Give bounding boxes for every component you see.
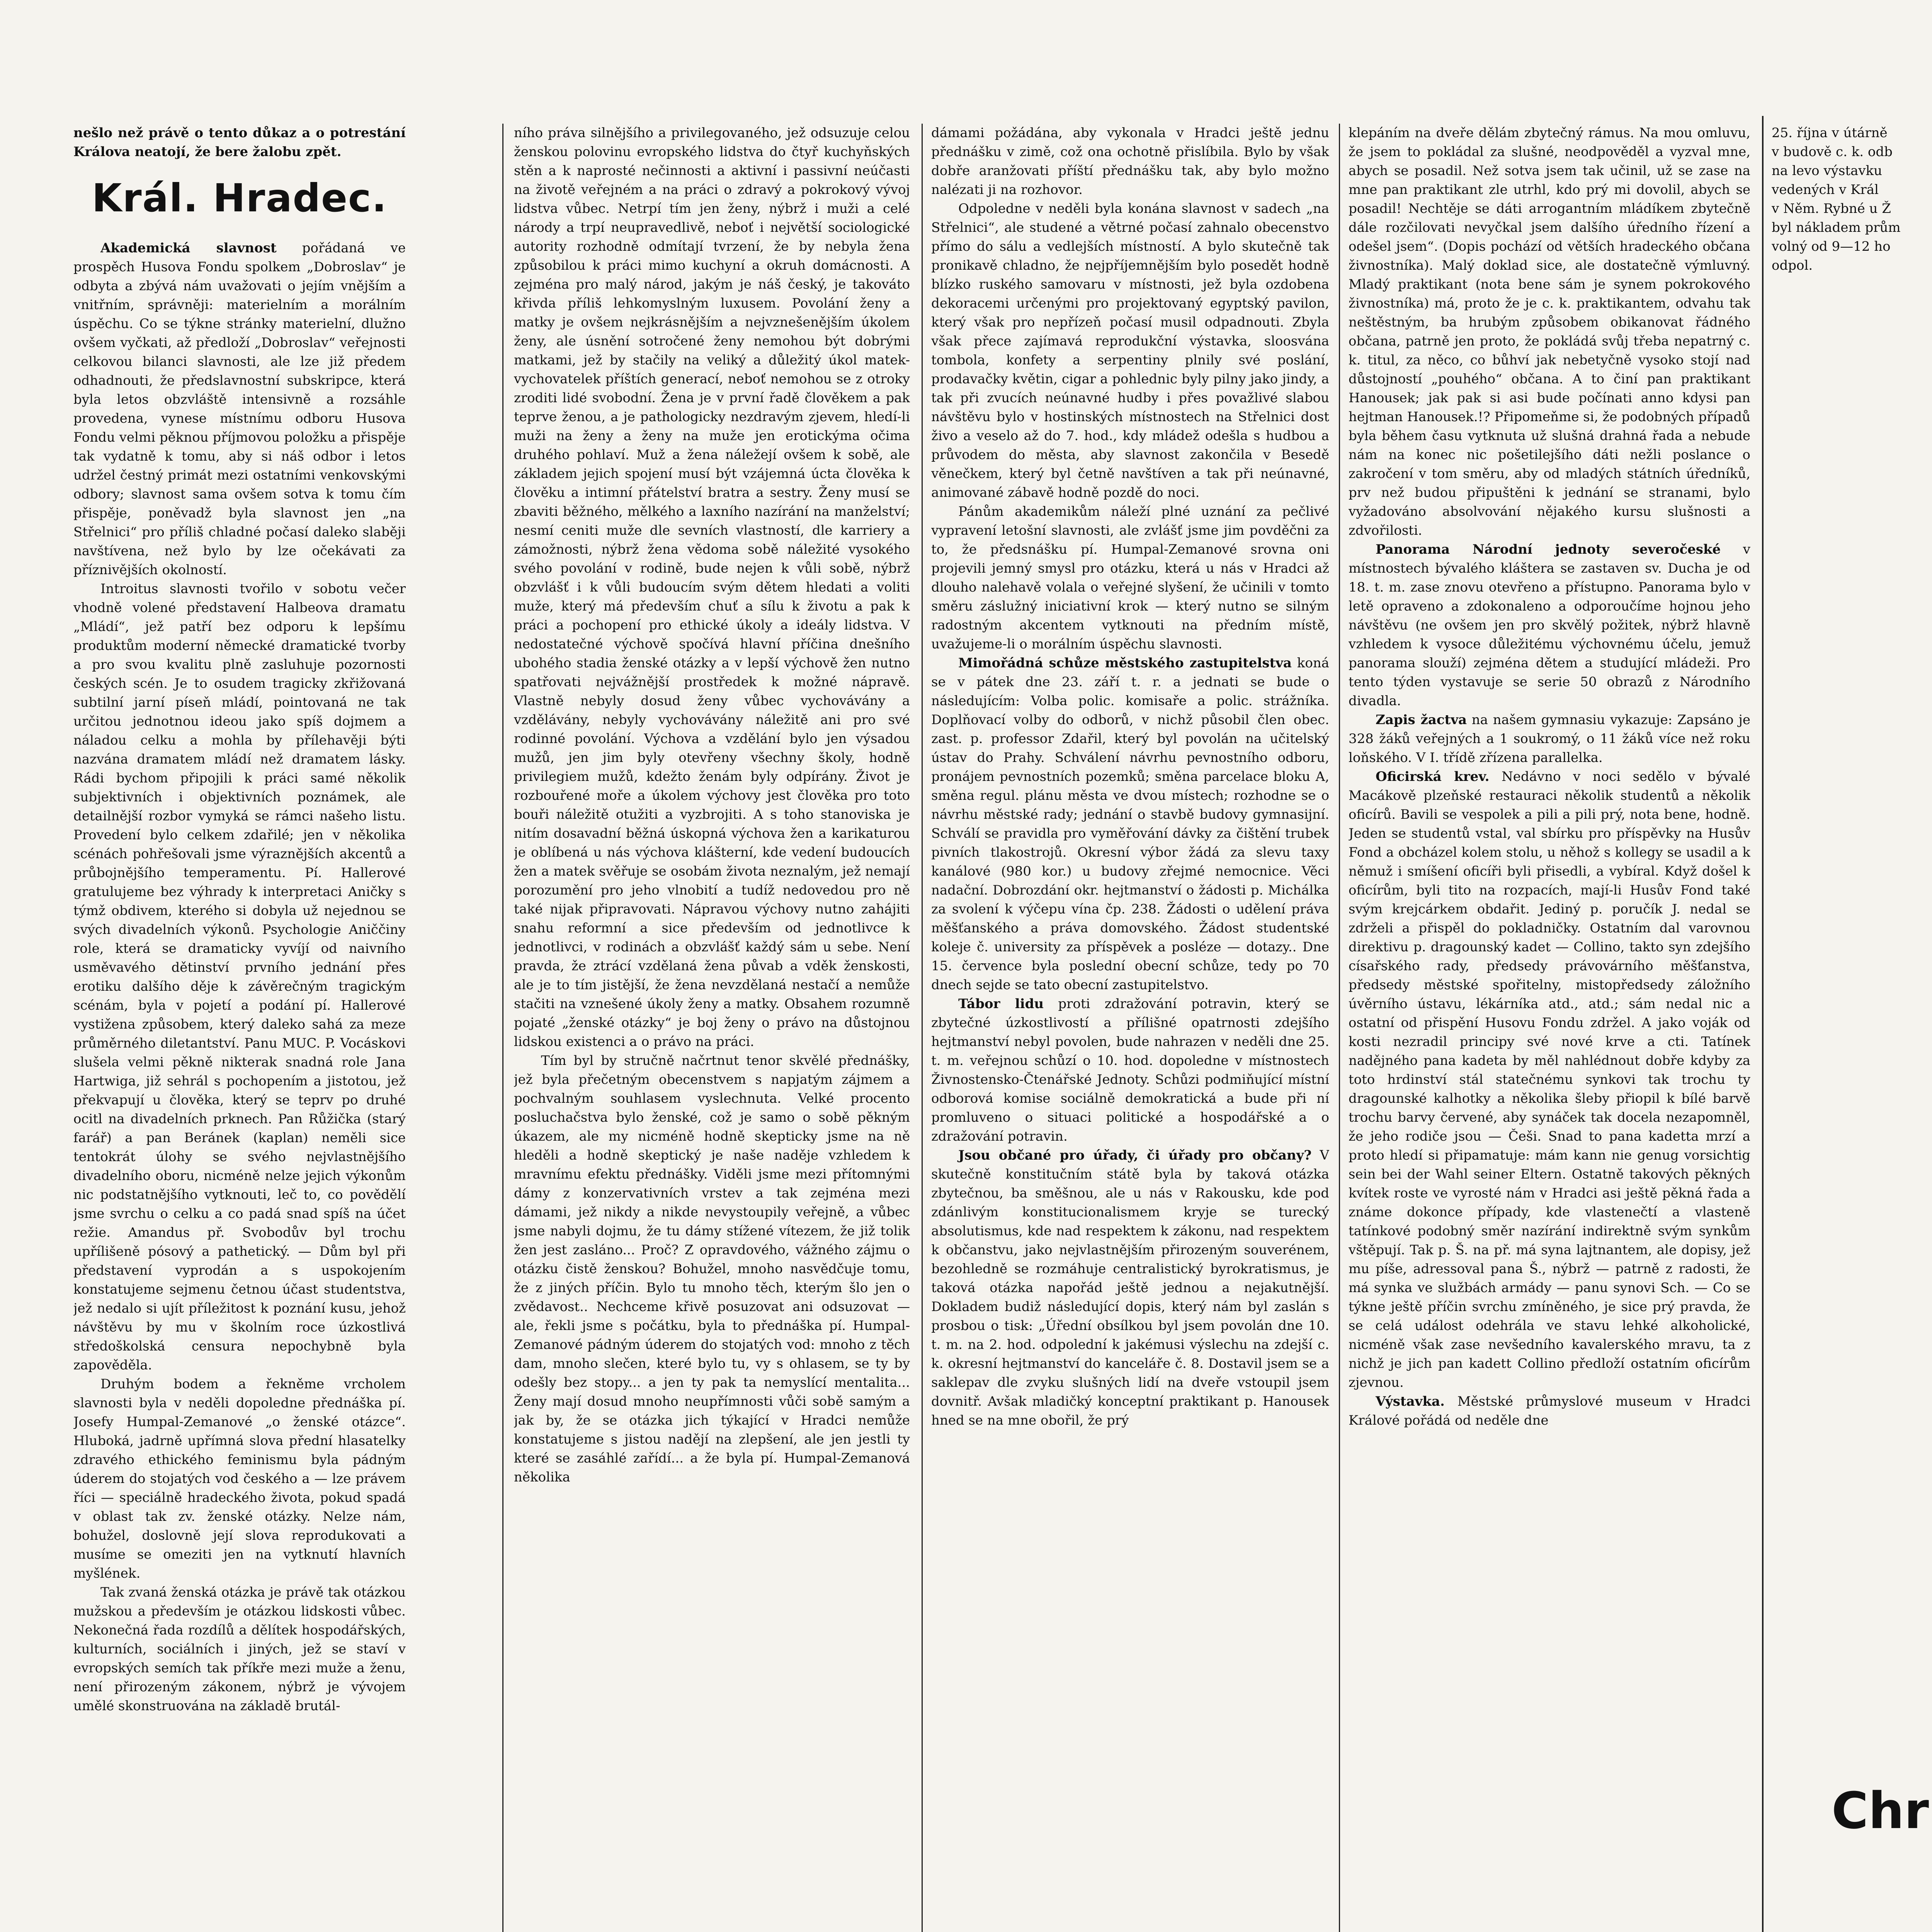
article-text: pořádaná ve prospěch Husova Fondu spolkem „Dobroslav“ je odbyta a zbývá nám uvažovati o jejím vnějším a vnitřním, správněji: materielním a morálním úspěchu. Co se týkne stránky materielní, dlužno ovšem vyčkati, až předloží „Dobroslav“ veřejnosti celkovou bilanci slavnosti, ale lze již předem odhadnouti, že předslavnostní subskripce, která byla letos obzvláště intensivně a rozsáhle provedena, vynese místnímu odboru Husova Fondu velmi pěknou příjmovou položku a přispěje tak vydatně k tomu, aby si náš odbor i letos udržel čestný primát mezi ostatními venkovskými odbory; slavnost sama ovšem sotva k tomu čím přispěje, poněvadž byla slavnost jen „na Střelnici“ pro příliš chladné počasí daleko slaběji navštívena, než bylo by lze očekávati za příznivějších okolností. bbox=[73, 240, 406, 578]
article-title: Panorama Národní jednoty severočeské bbox=[1376, 542, 1721, 557]
article-paragraph bbox=[73, 239, 406, 580]
article-text: Nedávno v noci sedělo v bývalé Macákově plzeňské restauraci několik studentů a několik oficírů. Bavili se vespolek a pili a pili prý, nota bene, hodně. Jeden se studentů vstal, val sbírku pro příspěvky na Husův Fond a obcházel kolem stolu, u něhož s kollegy se usadil a k němuž i smíšení oficíři byli přisedli, a vybíral. Když došel k oficírům, byli tito na rozpacích, mají-li Husův Fond také svým krejcárkem obdařit. Jediný p. poručík J. nedal se zdrželi a přispěl do pokladničky. Ostatním dal varovnou direktivu p. dragounský kadet — Collino, takto syn zdejšího císařského rady, předsedy právovárního měšťanstva, předsedy městské spořitelny, mistopředsedy záložního úvěrního ústavu, lékárníka atd., atd.; sám nedal nic a ostatní od přispění Husovu Fondu zdržel. A jako voják od kosti nezradil principy své nové krve a cti. Tatínek nadějného pana kadeta by měl nahlédnout dobře kdyby za toto hrdinství stál statečnému synkovi tak trochu ty dragounské kalhotky a několika šleby přiopil k bílé barvě trochu barvy červené, aby synáček tak docela nezapomněl, že jeho rodiče jsou — Češi. Snad to pana kadetta mrzí a proto hledí si připamatuje: mám kann nie genug vorsichtig sein bei der Wahl seiner Eltern. Ostatně takových pěkných kvítek roste ve vyrosté nám v Hradci asi ještě pěkná řada a známe dokonce případy, kde vlastenečtí a vlasteně tatínkové podobný směr nazírání indirektně svým synkům vštěpují. Tak p. Š. na př. má syna lajtnantem, ale dopisy, jež mu píše, adressoval pana Š., nýbrž — patrně z radosti, že má synka ve službách armády — panu synovi Sch. — Co se týkne ještě příčin svrchu zmíněného, je sice prý pravda, že se celá událost odehrála ve stavu lehké alkoholické, nicméně však zase nevšedního kavalerského mravu, ta z nichž je jich pan kadett Collino předloží ostatním oficírům zjevnou. bbox=[1349, 769, 1750, 1390]
article-title: Zapis žactva bbox=[1376, 712, 1467, 728]
article-paragraph: Pánům akademikům náleží plné uznání za pečlivé vypravení letošní slavnosti, ale zvlášť jsme jim povděčni za to, že předsnášku pí. Humpal-Zemanové srovna oni projevili jemný smysl pro otázku, která u nás v Hradci až dlouho nalehavě volala o veřejné slyšení, že učinili v tomto směru záslužný iniciativní krok — který nutno se silným radostným akcentem vytknouti na předním místě, uvažujeme-li o morálním úspěchu slavnosti. bbox=[931, 504, 1329, 652]
article-paragraph bbox=[931, 995, 1329, 1146]
article-paragraph bbox=[931, 1146, 1329, 1430]
adjacent-page-fragment bbox=[1772, 124, 1932, 1932]
article-paragraph: ního práva silnějšího a privilegovaného, jež odsuzuje celou ženskou polovinu evropského lidstva do čtyř kuchyňských stěn a k naprosté nečinnosti a aktivní i passivní neúčasti na životě veřejném a na práci o zdravý a pokrokový vývoj lidstva vůbec. Netrpí tím jen ženy, nýbrž i muži a celé národy a trpí neupravedlivě, neboť i největší sociologické autority rozhodně odmítají tvrzení, že by nebyla žena způsobilou k práci mimo kuchyní a okruh domácnosti. A zejména pro malý národ, jakým je náš český, je takováto křivda příliš lehkomyslným luxusem. Povolání ženy a matky je ovšem nejkrásnějším a nejvznešenějším úkolem ženy, ale úsnění sotročené ženy nemohou být dobrými matkami, jež by stačily na veliký a důležitý úkol matek-vychovatelek příštích generací, neboť nemohou se z otroky zroditi lidé svobodní. Žena je v první řadě člověkem a pak teprve ženou, a je pathologicky nezdravým zjevem, hledí-li muži na ženy a ženy na muže jen erotickýma očima druhého pohlaví. Muž a žena náležejí ovšem k sobě, ale základem jejich spojení musí být vzájemná úcta člověka k člověku a intimní přátelství bratra a sestry. Ženy musí se zbaviti běžného, mělkého a laxního nazírání na manželství; nesmí ceniti muže dle sevních vlastností, dle karriery a zámožnosti, nýbrž žena vědoma sobě náležité vysokého svého povolání v rodině, bude nejen k vůli sobě, nýbrž obzvlášť i k vůli budoucím svým dětem hledati a voliti muže, který má především chuť a sílu k životu a pak k práci a pochopení pro ethické úkoly a ideály lidstva. V nedostatečné výchově spočívá hlavní příčina dnešního ubohého stadia ženské otázky a v lepší výchově žen nutno spatřovati nejvážnější prostředek k možné nápravě. Vlastně nebyly dosud ženy vůbec vychovávány a vzdělávány, nebyly vychovávány náležitě ani pro své rodinné povolání. Výchova a vzdělání bylo jen výsadou mužů, jen jim byly otevřeny všechny školy, hodně privilegiem mužů, kdežto ženám byly odpírány. Život je rozbouřené moře a úkolem výchovy jest člověka pro toto bouři náležitě otužiti a vyzbrojiti. A s toho stanoviska je nitím dosavadní běžná úskopná výchova žen a karikaturou je oblíbená u nás výchova klášterní, kde vedení budoucích žen a matek svěřuje se osobám života neznalým, jež nemají porozumění pro jeho vlnobití a tudíž nedovedou pro ně také nijak připravovati. Nápravou výchovy nutno zahájiti snahu reformní a sice především od jednotlivce k jednotlivci, v rodinách a obzvlášť každý sám u sebe. Není pravda, že ztrácí vzdělaná žena půvab a vděk ženskosti, ale je to tím jistější, že žena nevzdělaná nestačí a nemůže stačiti na vznešené úkoly ženy a matky. Obsahem rozumně pojaté „ženské otázky“ je boj ženy o právo na důstojnou lidskou existenci a o právo na práci. bbox=[514, 125, 910, 1049]
fragment-line: na levo výstavku bbox=[1772, 163, 1882, 179]
article-paragraph bbox=[1349, 711, 1750, 767]
column-rule bbox=[502, 124, 503, 1932]
article-title: Výstavka. bbox=[1376, 1394, 1445, 1409]
article-text: proti zdražování potravin, který se zbytečné úzkostlivostí a přílišné opatrnosti zdejšího hejtmanství nebyl povolen, bude nahrazen v neděli dne 25. t. m. veřejnou schůzí o 10. hod. dopoledne v místnostech Živnostensko-Čtenářské Jednoty. Schůzi podmiňující místní odborová komise sociálně demokratická a bude při ní promluveno o situaci politické a hospodářské a o zdražování potravin. bbox=[931, 996, 1329, 1144]
article-paragraph: Odpoledne v neděli byla konána slavnost v sadech „na Střelnici“, ale studené a větrné počasí zahnalo obecenstvo přímo do sálu a vedlejších místností. A bylo skutečně tak pronikavě chladno, že nejpříjemnějším bylo posedět hodně blízko ruského samovaru v místnosti, jež byla ozdobena dekoracemi určenými pro projektovaný egyptský pavilon, který však pro nepřízeň počasí musil odpadnouti. Zbyla však přece zajímavá reprodukční výstavka, sloosvána tombola, konfety a serpentiny plnily své poslání, prodavačky květin, cigar a pohlednic byly pilny jako jindy, a tak při zvucích neúnavné hudby i přes považlivé slabou návštěvu bylo v hostinských místnostech na Střelnici dost živo a veselo až do 7. hod., kdy mládež odešla s hudbou a průvodem do města, aby slavnost zakončila v Besedě věnečkem, který byl četně navštíven a tak při neúnavné, animované zábavě hodně pozdě do noci. bbox=[931, 201, 1329, 500]
fragment-line: 25. října v útárně bbox=[1772, 125, 1888, 141]
article-paragraph: klepáním na dveře dělám zbytečný rámus. Na mou omluvu, že jsem to pokládal za slušné, neodpověděl a vyzval mne, abych se posadil. Než sotva jsem tak učinil, už se zase na mne pan praktikant zle utrhl, kdo prý mi dovolil, abych se posadil! Nechtěje se dáti arrogantním mládíkem zbytečně dále rozčilovati nevyčkal jsem dalšího úředního řízení a odešel jsem“. (Dopis pochází od větších hradeckého občana živnostníka). Malý doklad sice, ale dostatečně výmluvný. Mladý praktikant (nota bene sám je synem pokrokového živnostníka) má, proto že je c. k. praktikantem, odvahu tak neštěstným, ba hrubým způsobem obikanovat řádného občana, patrně jen proto, že pokládá svůj třeba nepatrný c. k. titul, za něco, co bůhví jak nebetyčně vysoko stojí nad důstojností „pouhého“ občana. A to činí pan praktikant Hanousek; jak pak si asi bude počínati anno kdysi pan hejtman Hanousek.!? Připomeňme si, že podobných případů byla během času vytknuta už slušná drahná řada a nebude nám na konec nic pošetilejšího dáti nežli poslance o zakročení v tom směru, aby od mladých státních úředníků, prv než budou připuštěni k jednání se stranami, bylo vyžadováno absolvování nějakého kursu slušnosti a zdvořilosti. bbox=[1349, 125, 1750, 538]
fragment-line: v budově c. k. odb bbox=[1772, 144, 1893, 160]
article-paragraph: Introitus slavnosti tvořilo v sobotu večer vhodně volené představení Halbeova dramatu „Mládí“, jež patří bez odporu k lepšímu produktům moderní německé dramatické tvorby a pro svou kvalitu plně zasluhuje pozornosti českých scén. Je to osudem tragicky zkřižovaná subtilní jarní píseň mládí, pointovaná ne tak určitou jednotnou ideou jako spíš dojmem a náladou celku a mohla by přílehavěji býti nazvána dramatem mládí než dramatem lásky. Rádi bychom připojili k práci samé několik subjektivních i objektivních poznámek, ale detailnější rozbor vymyká se rámci našeho listu. Provedení bylo celkem zdařilé; jen v několika scénách pohřešovali jsme výraznějších akcentů a průbojnějšího temperamentu. Pí. Hallerové gratulujeme bez výhrady k interpretaci Aničky s týmž obdivem, kterého si dobyla už nejednou se svých divadelních výkonů. Psychologie Aniččiny role, která se dramaticky vyvíjí od naivního usměvavého dětinství prvního jednání přes erotiku dalšího děje k závěrečným tragickým scénám, byla v pojetí a podání pí. Hallerové vystižena způsobem, který daleko sahá za meze průměrného diletantství. Panu MUC. P. Vocáskovi slušela velmi pěkně nikterak snadná role Jana Hartwiga, již sehrál s pochopením a jistotou, jež překvapují u člověka, který se teprv po druhé ocitl na divadelních prknech. Pan Růžička (starý farář) a pan Beránek (kaplan) neměli sice tentokrát úlohy se svého nejvlastnějšího divadelního oboru, nicméně nelze jejich výkonům nic podstatnějšího vytknouti, leč to, co povědělí jsme svrchu o celku a co padá snad spíš na účet režie. Amandus př. Svobodův byl trochu upřílišeně pósový a pathetický. — Dům byl při představení vyprodán a s uspokojením konstatujeme sejmenu četnou účast studentstva, jež nedalo si ujít příležitost k poznání kusu, jehož návštěvu by mu v školním roce úzkostlivá středoškolská censura nepochybně byla zapověděla. bbox=[73, 581, 406, 1373]
article-text: Městské průmyslové museum v Hradci Králové pořádá od neděle dne bbox=[1349, 1394, 1750, 1428]
column-2 bbox=[514, 124, 910, 1932]
article-paragraph: Tak zvaná ženská otázka je právě tak otázkou mužskou a především je otázkou lidskosti vůbec. Nekonečná řada rozdílů a dělítek hospodářských, kulturních, sociálních i jiných, jež se staví v evropských semích tak příkře mezi muže a ženu, není přirozeným zákonem, nýbrž je vývojem umělé skonstruována na základě brutál- bbox=[73, 1585, 406, 1714]
fragment-line: volný od 9—12 ho bbox=[1772, 239, 1891, 254]
article-text: V skutečně konstitučním státě byla by taková otázka zbytečnou, ba směšnou, ale u nás v Rakousku, kde pod zdánlivým konstitucionalismem kryje se turecký absolutismus, kde nad respektem k zákonu, nad respektem k občanstvu, jako nejvlastnějším přirozeným souverénem, bezohledně se rozmáhuje centralistický byrokratismus, je taková otázka napořád ještě jednou a nejakutnější. Dokladem budiž následující dopis, který nám byl zaslán s prosbou o tisk: „Úřední obsílkou byl jsem povolán dne 10. t. m. na 2. hod. odpolední k jakémusi výslechu na zdejší c. k. okresní hejtmanství do kanceláře č. 8. Dostavil jsem se a saklepav dle zvyku slušných lidí na dveře vstoupil jsem dovnitř. Avšak mladičký konceptní praktikant p. Hanousek hned se na mne obořil, že prý bbox=[931, 1148, 1329, 1428]
article-title: Jsou občané pro úřady, či úřady pro občany? bbox=[958, 1148, 1312, 1163]
article-text: v místnostech bývalého kláštera se zastaven sv. Ducha je od 18. t. m. zase znovu otevřeno a přístupno. Panorama bylo v letě opraveno a zdokonaleno a odporoučíme hojnou jeho návštěvu (ne ovšem jen pro skvělý požitek, nýbrž hlavně vzhledem k vysoce důležitému výchovnému účelu, jemuž panorama slouží) zejména dětem a studující mládeži. Pro tento týden vystavuje se serie 50 obrazů z Národního divadla. bbox=[1349, 542, 1750, 709]
column-3 bbox=[931, 124, 1329, 1932]
column-rule bbox=[922, 124, 923, 1932]
article-paragraph: Tím byl by stručně načrtnut tenor skvělé přednášky, jež byla přečetným obecenstvem s napjatým zájmem a pochvalným souhlasem vyslechnuta. Velké procento posluchačstva bylo ženské, což je samo o sobě pěkným úkazem, ale my nicméně hodně skepticky jsme na ně hleděli a hodně skeptický je naše naděje vzhledem k mravnímu efektu přednášky. Viděli jsme mezi přítomnými dámy z konzervativních vrstev a tak zejména mezi dámami, jež nikdy a nikde nevystoupily veřejně, a vůbec jsme nabyli dojmu, že tu dámy stížené vítezem, že již tolik žen jest zasláno... Proč? Z opravdového, vážného zájmu o otázku čistě ženskou? Bohužel, mnoho nasvědčuje tomu, že z jiných příčin. Bylo tu mnoho těch, kterým šlo jen o zvědavost.. Nechceme křivě posuzovat ani odsuzovat — ale, řekli jsme s počátku, byla to přednáška pí. Humpal-Zemanové pádným úderem do stojatých vod: mnoho z těch dam, mnoho slečen, které bylo tu, vy s ohlasem, se ty by odešly bez stopy... a jen ty pak ta nemyslící mentalita... Ženy mají dosud mnoho neupřímnosti vůči sobě samým a jak by, že se otázka jich týkající v Hradci nemůže konstatujeme s jistou nadějí na zlepšení, ale jen jestli ty které se zasáhlé zařídí... a že byla pí. Humpal-Zemanová několika bbox=[514, 1053, 910, 1485]
article-title: Oficirská krev. bbox=[1376, 769, 1490, 784]
article-title: Mimořádná schůze městského zastupitelstva bbox=[958, 655, 1292, 671]
article-paragraph bbox=[1349, 767, 1750, 1392]
section-heading-kral-hradec: Král. Hradec. bbox=[92, 175, 388, 221]
fragment-line: odpol. bbox=[1772, 258, 1813, 273]
article-paragraph bbox=[1349, 540, 1750, 711]
article-paragraph: Druhým bodem a řekněme vrcholem slavnosti byla v neděli dopoledne přednáška pí. Josefy Humpal-Zemanové „o ženské otázce“. Hluboká, jadrně upřímná slova přední hlasatelky zdravého ethického feminismu byla pádným úderem do stojatých vod českého a — lze právem říci — speciálně hradeckého života, pokud spadá v oblast tak zv. ženské otázky. Nelze nám, bohužel, doslovně její slova reprodukovati a musíme se omeziti jen na vytknutí hlavních myšlének. bbox=[73, 1376, 406, 1581]
article-paragraph: dámami požádána, aby vykonala v Hradci ještě jednu přednášku v zimě, což ona ochotně přislíbila. Bylo by však dobře aranžovati příští přednášku tak, aby bylo možno nalézati ji na rozhovor. bbox=[931, 125, 1329, 197]
article-paragraph bbox=[931, 654, 1329, 995]
column-rule bbox=[1339, 124, 1340, 1932]
section-heading-fragment: Chr bbox=[1832, 1781, 1929, 1840]
page-fold-edge bbox=[1762, 116, 1764, 1932]
fragment-line: vedených v Král bbox=[1772, 182, 1879, 197]
column-4 bbox=[1349, 124, 1750, 1932]
article-title: Akademická slavnost bbox=[100, 240, 277, 256]
article-text: koná se v pátek dne 23. září t. r. a jednati se bude o následujícím: Volba polic. komisaře a polic. strážníka. Doplňovací volby do odborů, v nichž působil člen obec. zast. p. professor Zdařil, který byl povolán na učitelský ústav do Prahy. Schválení návrhu pevnostního odboru, pronájem pevnostních pozemků; směna parcelace bloku A, směna regul. plánu města ve dvou místech; rozhodne se o návrhu městské rady; jednání o stavbě budovy gymnasijní. Schválí se pravidla pro vyměřování dávky za čištění trubek pivních tlakostrojů. Okresní výbor žádá za slevu taxy kanálové (980 kor.) u budovy zřejmé nemocnice. Věci nadační. Dobrozdání okr. hejtmanství o žádosti p. Michálka za svolení k výčepu vína čp. 238. Žádosti o udělení práva měšťanského a práva domovského. Žádost studentské koleje č. university za příspěvek a posléze — dotazy.. Dne 15. července byla poslední obecní schůze, tedy po 70 dnech sejde se tato obecní zastupitelstvo. bbox=[931, 655, 1329, 993]
fragment-line: v Něm. Rybné u Ž bbox=[1772, 201, 1891, 216]
intro-paragraph: nešlo než právě o tento důkaz a o potrestání Králova neatojí, že bere žalobu zpět. bbox=[73, 125, 406, 160]
article-text: na našem gymnasiu vykazuje: Zapsáno je 328 žáků veřejných a 1 soukromý, o 11 žáků více než roku loňského. V I. třídě zřízena parallelka. bbox=[1349, 712, 1750, 765]
article-title: Tábor lidu bbox=[958, 996, 1044, 1012]
column-1 bbox=[73, 124, 406, 1932]
article-paragraph bbox=[1349, 1392, 1750, 1430]
fragment-line: byl nákladem prům bbox=[1772, 220, 1901, 235]
